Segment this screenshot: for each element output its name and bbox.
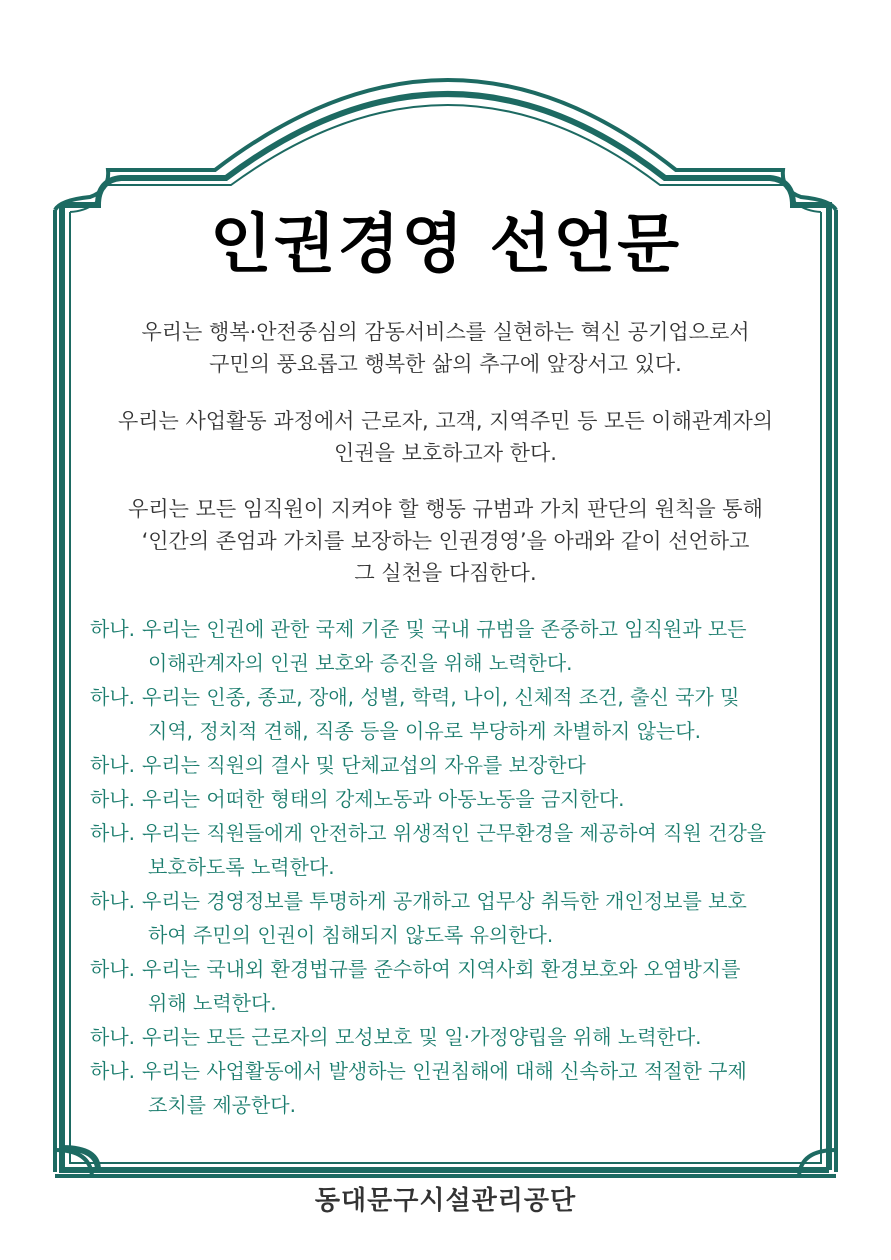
- pledge-item: [90, 748, 810, 782]
- pledge-item: [90, 816, 810, 884]
- intro-line: ‘인간의 존엄과 가치를 보장하는 인권경영’을 아래와 같이 선언하고: [141, 529, 750, 553]
- pledge-line: 우리는 국내외 환경법규를 준수하여 지역사회 환경보호와 오염방지를: [142, 957, 741, 981]
- intro-line: 인권을 보호하고자 한다.: [334, 441, 557, 465]
- intro-line: 우리는 행복·안전중심의 감동서비스를 실현하는 혁신 공기업으로서: [141, 320, 750, 344]
- pledge-text: [142, 884, 810, 952]
- pledge-line: 하여 주민의 인권이 침해되지 않도록 유의한다.: [148, 923, 554, 947]
- pledge-line: 조치를 제공한다.: [148, 1093, 296, 1117]
- intro-paragraph: [80, 316, 811, 380]
- pledge-line: 지역, 정치적 견해, 직종 등을 이유로 부당하게 차별하지 않는다.: [148, 719, 701, 743]
- page-title: 인권경영 선언문: [209, 208, 682, 282]
- pledge-text: [142, 952, 810, 1020]
- pledge-prefix: 하나.: [90, 1025, 135, 1049]
- intro-line: 구민의 풍요롭고 행복한 삶의 추구에 앞장서고 있다.: [209, 352, 682, 376]
- organization-name: 동대문구시설관리공단: [314, 1186, 577, 1216]
- pledge-item: [90, 680, 810, 748]
- pledge-line: 위해 노력한다.: [148, 991, 277, 1015]
- pledge-line: 보호하도록 노력한다.: [148, 855, 335, 879]
- intro-paragraph: [80, 493, 811, 589]
- pledge-line: 우리는 인권에 관한 국제 기준 및 국내 규범을 존중하고 임직원과 모든: [142, 617, 747, 641]
- pledge-item: [90, 884, 810, 952]
- pledge-line: 우리는 직원의 결사 및 단체교섭의 자유를 보장한다: [142, 753, 586, 777]
- pledge-text: [142, 748, 810, 782]
- intro-line: 우리는 모든 임직원이 지켜야 할 행동 규범과 가치 판단의 원칙을 통해: [128, 497, 763, 521]
- pledge-line: 우리는 어떠한 형태의 강제노동과 아동노동을 금지한다.: [142, 787, 625, 811]
- intro-line: 그 실천을 다짐한다.: [354, 561, 537, 585]
- pledge-prefix: 하나.: [90, 787, 135, 811]
- pledge-line: 우리는 직원들에게 안전하고 위생적인 근무환경을 제공하여 직원 건강을: [142, 821, 767, 845]
- pledge-line: 이해관계자의 인권 보호와 증진을 위해 노력한다.: [148, 651, 573, 675]
- pledge-text: [142, 680, 810, 748]
- pledge-item: [90, 1020, 810, 1054]
- pledge-prefix: 하나.: [90, 957, 135, 981]
- pledge-line: 우리는 모든 근로자의 모성보호 및 일·가정양립을 위해 노력한다.: [142, 1025, 702, 1049]
- pledge-line: 우리는 경영정보를 투명하게 공개하고 업무상 취득한 개인정보를 보호: [142, 889, 747, 913]
- pledge-text: [142, 612, 810, 680]
- pledge-item: [90, 612, 810, 680]
- pledge-line: 우리는 인종, 종교, 장애, 성별, 학력, 나이, 신체적 조건, 출신 국가 및: [142, 685, 740, 709]
- pledge-prefix: 하나.: [90, 753, 135, 777]
- intro-line: 우리는 사업활동 과정에서 근로자, 고객, 지역주민 등 모든 이해관계자의: [117, 409, 774, 433]
- pledge-text: [142, 1054, 810, 1122]
- pledge-item: [90, 952, 810, 1020]
- pledge-prefix: 하나.: [90, 1059, 135, 1083]
- intro-paragraph: [80, 405, 811, 469]
- pledge-line: 우리는 사업활동에서 발생하는 인권침해에 대해 신속하고 적절한 구제: [142, 1059, 747, 1083]
- pledge-item: [90, 782, 810, 816]
- pledge-prefix: 하나.: [90, 617, 135, 641]
- pledge-item: [90, 1054, 810, 1122]
- pledge-list: [90, 612, 810, 1122]
- pledge-text: [142, 1020, 810, 1054]
- pledge-prefix: 하나.: [90, 685, 135, 709]
- pledge-text: [142, 816, 810, 884]
- pledge-prefix: 하나.: [90, 889, 135, 913]
- pledge-text: [142, 782, 810, 816]
- pledge-prefix: 하나.: [90, 821, 135, 845]
